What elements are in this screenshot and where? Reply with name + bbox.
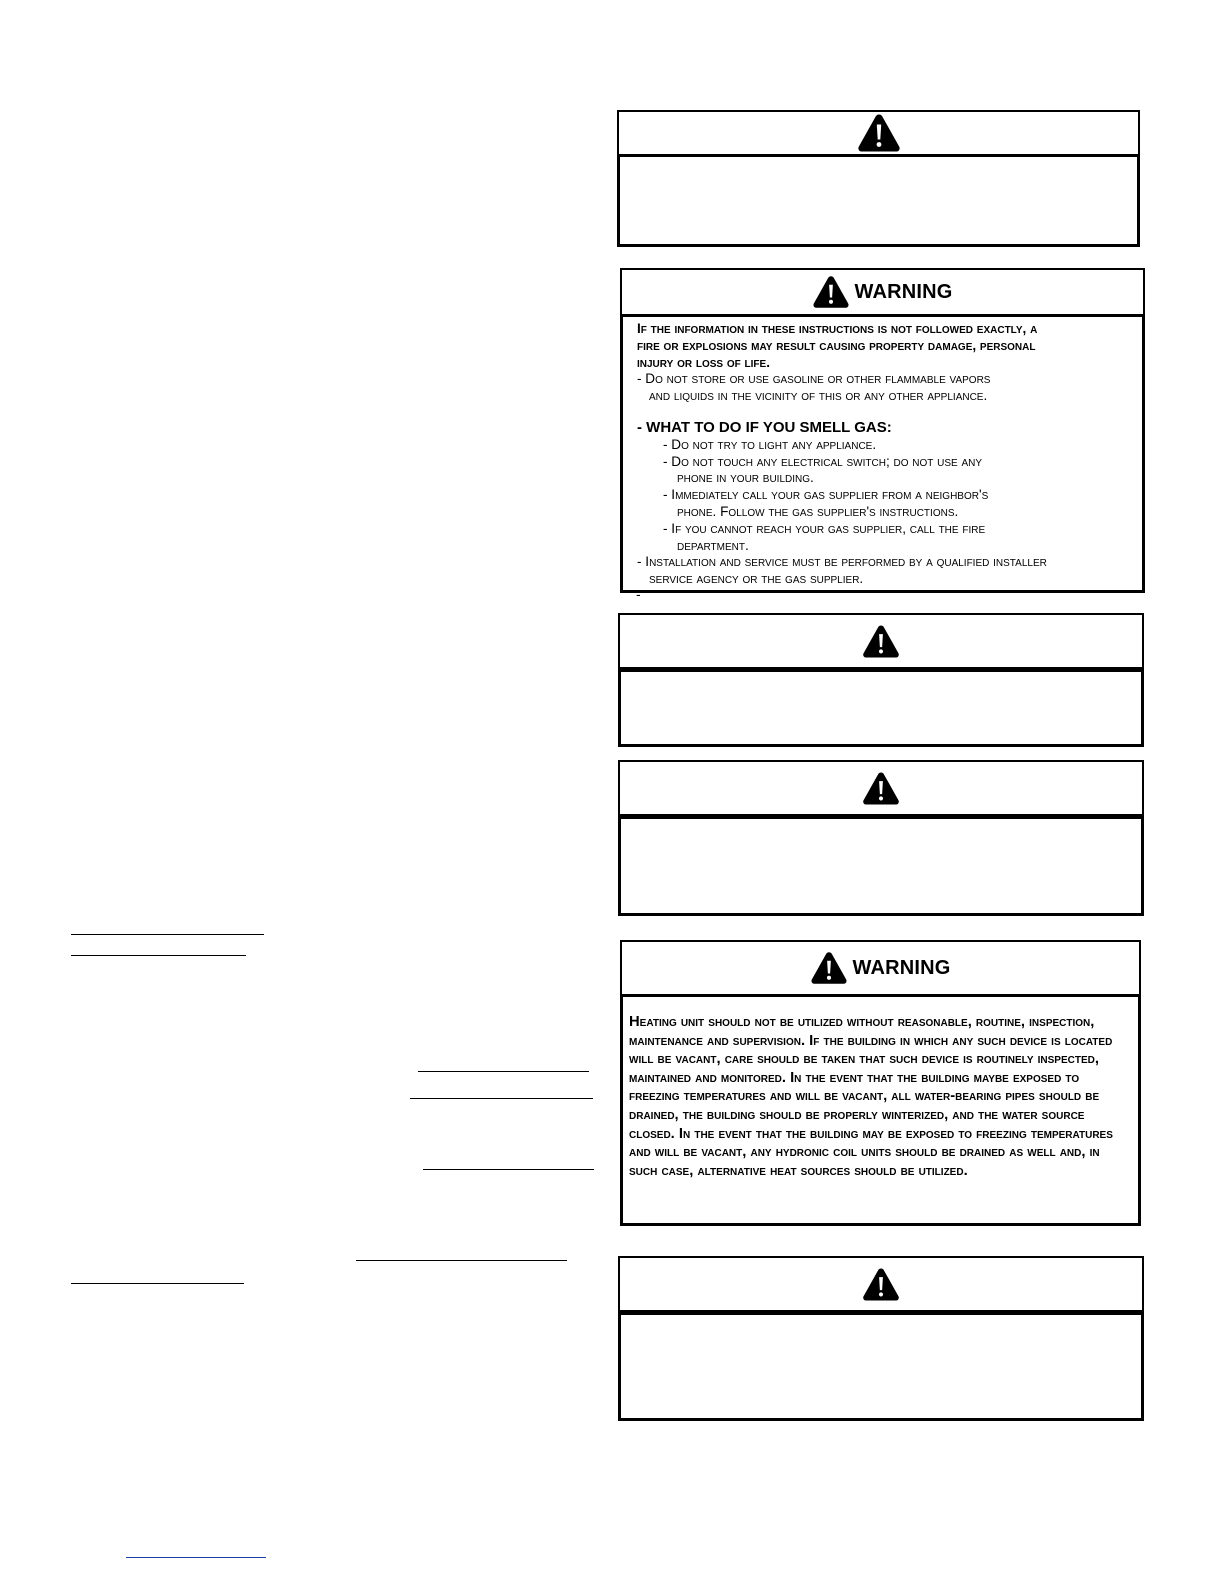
gas-warning-header bbox=[620, 268, 1145, 316]
caution-box-2 bbox=[618, 613, 1144, 747]
gas-warning-box bbox=[620, 268, 1145, 595]
warning-line: - Do not try to light any appliance. bbox=[663, 436, 877, 452]
trailing-dash: - bbox=[636, 586, 641, 602]
warning-line: - Do not store or use gasoline or other flammable vapors bbox=[637, 371, 991, 387]
caution-box-2-header bbox=[618, 613, 1144, 669]
warning-line: phone in your building. bbox=[677, 470, 814, 486]
warning-line bbox=[637, 405, 1142, 419]
exclamation-triangle-icon bbox=[812, 275, 850, 309]
exclamation-triangle-icon bbox=[810, 951, 848, 985]
caution-box-4 bbox=[618, 1256, 1144, 1421]
freeze-warning-header bbox=[620, 940, 1141, 996]
caution-box-3-header bbox=[618, 760, 1144, 816]
caution-box-2-body bbox=[618, 669, 1144, 747]
warning-line: - Installation and service must be performed by a qualified installer bbox=[637, 554, 1047, 570]
exclamation-triangle-icon bbox=[862, 1267, 900, 1302]
underline-rule bbox=[356, 1260, 567, 1261]
warning-line: phone. Follow the gas supplier's instructions. bbox=[677, 503, 959, 519]
gas-warning-body bbox=[620, 314, 1145, 593]
warning-line: department. bbox=[677, 537, 749, 553]
underline-rule bbox=[418, 1071, 589, 1072]
caution-box-4-body bbox=[618, 1312, 1144, 1421]
warning-line: - WHAT TO DO IF YOU SMELL GAS: bbox=[637, 418, 892, 436]
exclamation-triangle-icon bbox=[862, 771, 900, 806]
link-underline[interactable] bbox=[126, 1557, 266, 1558]
underline-rule bbox=[71, 934, 264, 935]
caution-box-3-body bbox=[618, 816, 1144, 916]
caution-box-3 bbox=[618, 760, 1144, 916]
freeze-warning-body bbox=[620, 994, 1141, 1226]
warning-line: - Do not touch any electrical switch; do not use any bbox=[663, 453, 983, 469]
caution-box-1-body bbox=[617, 154, 1140, 247]
underline-rule bbox=[71, 1283, 244, 1284]
caution-box-1 bbox=[617, 110, 1140, 247]
exclamation-triangle-icon bbox=[862, 624, 900, 659]
warning-line: - If you cannot reach your gas supplier, call the fire bbox=[663, 520, 986, 536]
caution-box-4-header bbox=[618, 1256, 1144, 1312]
underline-rule bbox=[423, 1169, 594, 1170]
warning-title: WARNING bbox=[854, 280, 953, 303]
freeze-warning-box bbox=[620, 940, 1141, 1226]
exclamation-triangle-icon bbox=[857, 113, 901, 153]
warning-title: WARNING bbox=[852, 956, 951, 979]
warning-line: If the information in these instructions is not followed exactly, a bbox=[637, 321, 1038, 336]
gas-warning-text bbox=[623, 317, 1142, 588]
underline-rule bbox=[71, 955, 246, 956]
warning-line: - Immediately call your gas supplier from a neighbor's bbox=[663, 487, 989, 503]
warning-line: fire or explosions may result causing property damage, personal bbox=[637, 337, 1036, 353]
underline-rule bbox=[410, 1098, 593, 1099]
warning-line: service agency or the gas supplier. bbox=[649, 571, 864, 587]
warning-line: and liquids in the vicinity of this or any other appliance. bbox=[649, 388, 988, 404]
freeze-warning-text: Heating unit should not be utilized without reasonable, routine, inspection, maintenance and supervision. If the building in which any such device is located will be vacant, care should be taken that such device is routinely inspected, maintained and monitored. In the event that the building maybe exposed to freezing temperatures and will be vacant, all water-bearing pipes should be drained, the building should be properly winterized, and the water source closed. In the event that the building may be exposed to freezing temperatures and will be vacant, any hydronic coil units should be drained as well and, in such case, alternative heat sources should be utilized. bbox=[629, 1014, 1113, 1179]
warning-line: injury or loss of life. bbox=[637, 354, 770, 370]
caution-box-1-header bbox=[617, 110, 1140, 156]
